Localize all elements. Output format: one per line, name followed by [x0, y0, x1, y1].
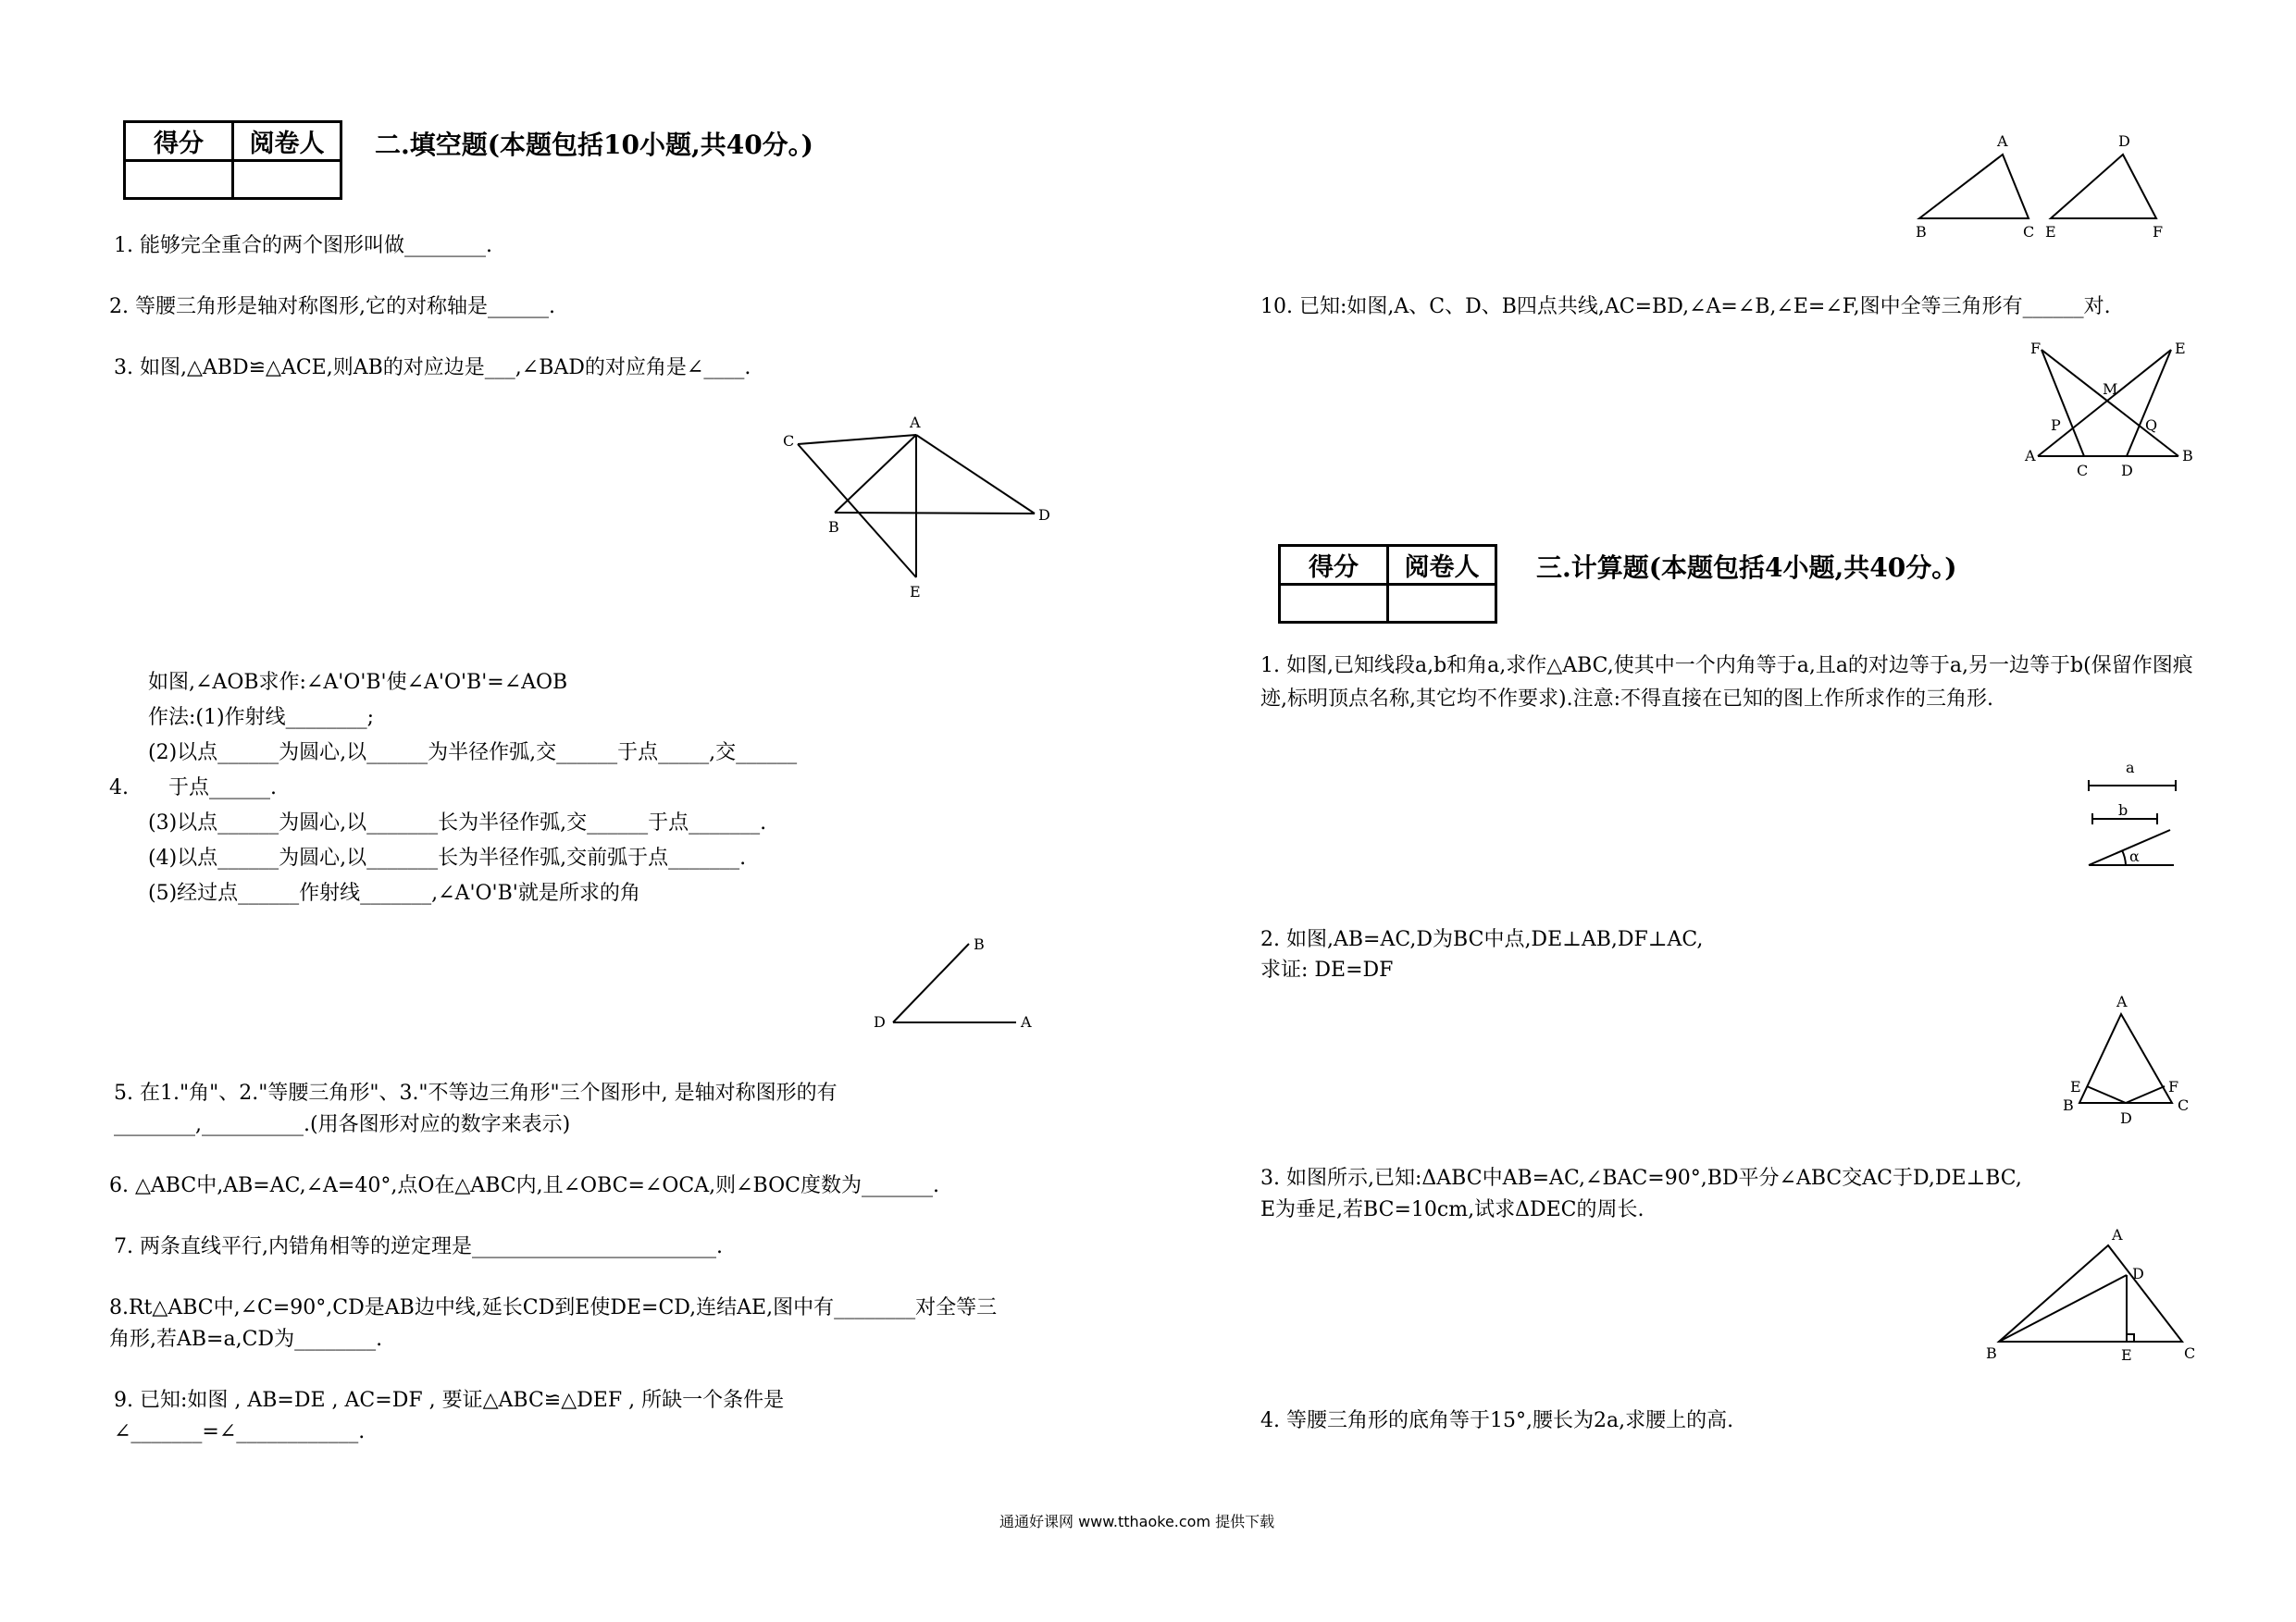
question-4-step2: (2)以点______为圆心,以______为半径作弧,交______于点_____,交______ [148, 741, 798, 764]
angle-arc [2122, 850, 2126, 865]
figure-q9 [1914, 130, 2182, 250]
question-9-line2: ∠_______=∠____________. [114, 1420, 366, 1443]
label-d: D [2121, 462, 2133, 479]
ray-db [893, 944, 969, 1022]
question-8-line2: 角形,若AB=a,CD为________. [109, 1328, 383, 1351]
question-4-step2b: 于点______. [168, 776, 277, 799]
footer-credit: 通通好课网 www.tthaoke.com 提供下载 [999, 1513, 1275, 1530]
segment-bd [835, 513, 1035, 514]
triangle-def [2051, 155, 2156, 218]
label-a: A [910, 414, 921, 431]
calc-question-1: 1. 如图,已知线段a,b和角a,求作△ABC,使其中一个内角等于a,且a的对边等于a,另一边等于b(保留作图痕迹,标明顶点名称,其它均不作要求).注意:不得直接在已知的图上作所求作的三角形. [1260, 654, 2193, 712]
question-10: 10. 已知:如图,A、C、D、B四点共线,AC=BD,∠A=∠B,∠E=∠F,图中全等三角形有______对. [1260, 295, 2111, 318]
question-5-line1: 5. 在1."角"、2."等腰三角形"、3."不等边三角形"三个图形中, 是轴对称图形的有 [114, 1082, 838, 1105]
score-label: 得分 [1280, 546, 1388, 585]
figure-q4 [870, 925, 1046, 1036]
segment-ed [2127, 350, 2171, 456]
question-3: 3. 如图,△ABD≌△ACE,则AB的对应边是___,∠BAD的对应角是∠____. [114, 356, 751, 379]
label-b: B [2182, 447, 2193, 464]
segment-ce [798, 444, 916, 577]
label-b: B [828, 518, 839, 536]
segment-de [2087, 1086, 2126, 1103]
label-e: E [2175, 340, 2186, 357]
segment-ae [2038, 350, 2171, 456]
question-2: 2. 等腰三角形是轴对称图形,它的对称轴是______. [109, 295, 555, 318]
question-1: 1. 能够完全重合的两个图形叫做________. [114, 234, 492, 257]
triangle-abc [1919, 155, 2029, 218]
score-label: 得分 [125, 122, 233, 161]
question-4-step5: (5)经过点______作射线_______,∠A'O'B'就是所求的角 [148, 882, 640, 905]
grader-label: 阅卷人 [1388, 546, 1496, 585]
question-5-line2: ________,__________.(用各图形对应的数字来表示) [114, 1113, 571, 1136]
grader-label: 阅卷人 [233, 122, 341, 161]
figure-c2 [2059, 988, 2193, 1127]
segment-ba [835, 435, 916, 513]
label-c: C [2178, 1096, 2190, 1114]
label-a: A [1997, 132, 2008, 150]
calc-question-3-line2: E为垂足,若BC=10cm,试求ΔDEC的周长. [1260, 1198, 1644, 1221]
section2-title: 二.填空题(本题包括10小题,共40分。) [375, 130, 813, 160]
label-c: C [2077, 462, 2089, 479]
label-b: B [1916, 223, 1927, 241]
score-cell[interactable] [125, 161, 233, 199]
label-p: P [2051, 416, 2061, 434]
calc-question-4: 4. 等腰三角形的底角等于15°,腰长为2a,求腰上的高. [1260, 1409, 1734, 1432]
label-a: A [2112, 1226, 2123, 1244]
label-alpha: α [2129, 848, 2140, 865]
grader-cell[interactable] [1388, 585, 1496, 623]
score-box-right [1278, 544, 1497, 624]
figure-c1 [2078, 754, 2207, 874]
segment-ca [798, 435, 916, 444]
grader-cell[interactable] [233, 161, 341, 199]
question-4-intro: 如图,∠AOB求作:∠A'O'B'使∠A'O'B'=∠AOB [148, 671, 568, 694]
score-cell[interactable] [1280, 585, 1388, 623]
figure-q3 [777, 407, 1055, 601]
label-q: Q [2145, 416, 2158, 434]
label-d: D [2132, 1265, 2144, 1282]
question-8-line1: 8.Rt△ABC中,∠C=90°,CD是AB边中线,延长CD到E使DE=CD,连结AE,图中有________对全等三 [109, 1296, 998, 1319]
figure-c3 [1969, 1223, 2201, 1371]
figure-q10 [2025, 333, 2201, 479]
label-f: F [2030, 340, 2042, 357]
label-f: F [2168, 1078, 2179, 1096]
calc-question-2-line1: 2. 如图,AB=AC,D为BC中点,DE⊥AB,DF⊥AC, [1260, 928, 1704, 951]
label-m: M [2103, 380, 2118, 398]
question-9-line1: 9. 已知:如图 , AB=DE , AC=DF , 要证△ABC≌△DEF , 所缺一个条件是 [114, 1389, 785, 1412]
label-e: E [910, 583, 921, 601]
label-d: D [2120, 1109, 2132, 1127]
segment-ad [916, 435, 1035, 514]
question-4-step4: (4)以点______为圆心,以_______长为半径作弧,交前弧于点_______. [148, 847, 747, 870]
label-d: D [2118, 132, 2130, 150]
label-b: B [974, 935, 985, 953]
calc-question-2-line2: 求证: DE=DF [1260, 959, 1394, 982]
label-e: E [2045, 223, 2056, 241]
question-4-step3: (3)以点______为圆心,以_______长为半径作弧,交______于点_______. [148, 811, 767, 835]
label-b: B [1986, 1344, 1997, 1362]
label-f: F [2153, 223, 2164, 241]
score-box-left [123, 120, 342, 200]
label-a: a [2126, 759, 2135, 776]
label-e: E [2121, 1346, 2132, 1364]
question-4-number: 4. [109, 776, 129, 799]
label-a: A [2025, 447, 2036, 464]
label-d: D [874, 1013, 886, 1031]
label-a: A [2116, 993, 2128, 1010]
section3-title: 三.计算题(本题包括4小题,共40分。) [1536, 552, 1957, 583]
label-e: E [2070, 1078, 2081, 1096]
question-7: 7. 两条直线平行,内错角相等的逆定理是________________________. [114, 1235, 723, 1258]
calc-question-3-line1: 3. 如图所示,已知:ΔABC中AB=AC,∠BAC=90°,BD平分∠ABC交AC于D,DE⊥BC, [1260, 1167, 2022, 1190]
label-c: C [2184, 1344, 2196, 1362]
label-b: b [2118, 801, 2128, 819]
label-c: C [2023, 223, 2035, 241]
label-d: D [1038, 506, 1050, 524]
question-4-step1: 作法:(1)作射线________; [148, 706, 374, 729]
segment-df [2126, 1086, 2165, 1103]
label-a: A [1021, 1013, 1032, 1031]
question-6: 6. △ABC中,AB=AC,∠A=40°,点O在△ABC内,且∠OBC=∠OCA,则∠BOC度数为_______. [109, 1174, 939, 1197]
right-angle-mark [2127, 1334, 2134, 1342]
label-c: C [783, 432, 795, 450]
label-b: B [2063, 1096, 2074, 1114]
